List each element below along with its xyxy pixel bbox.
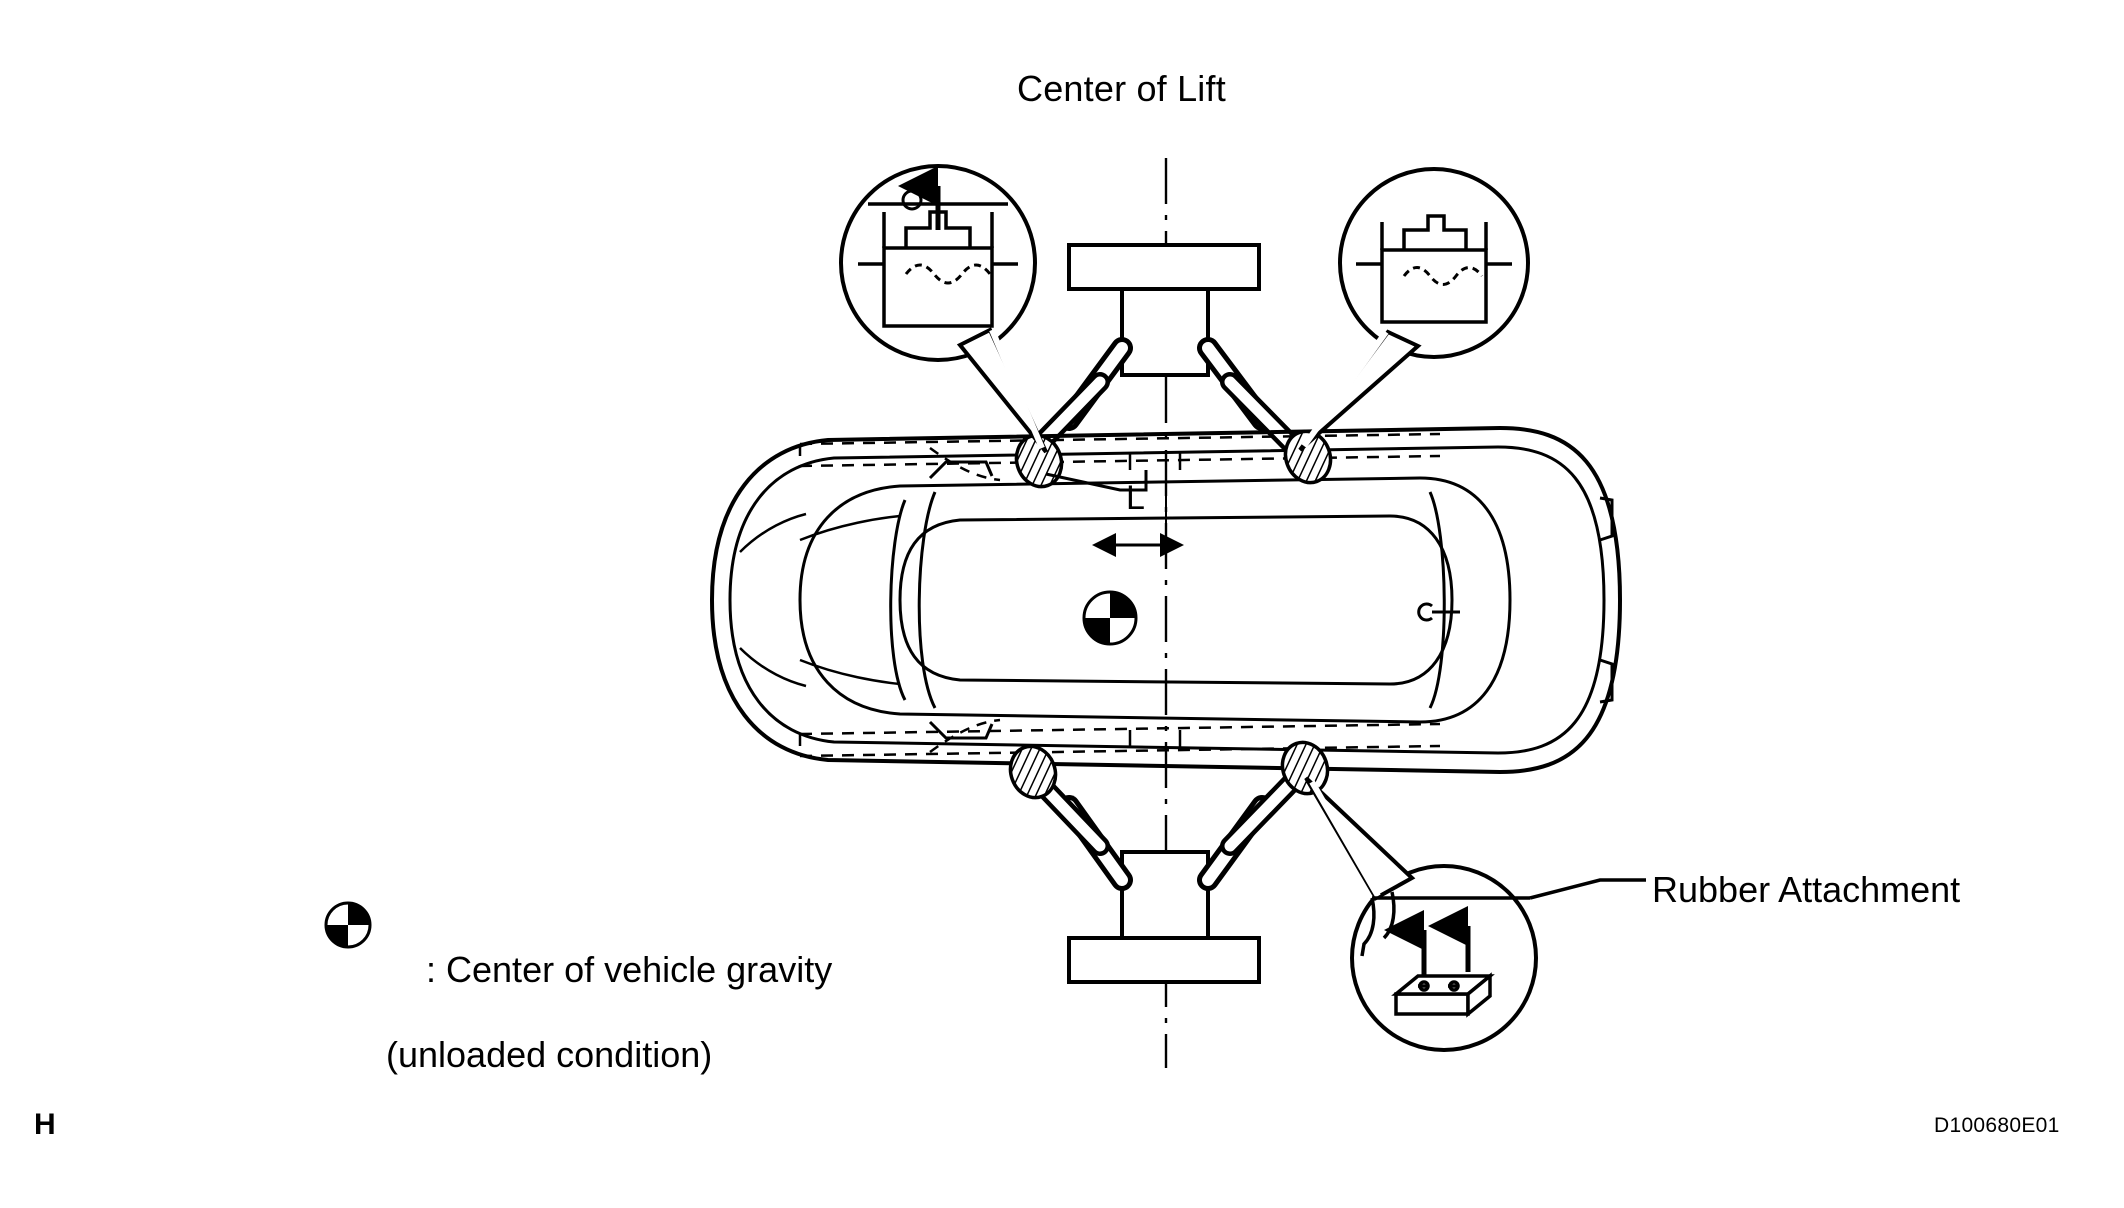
rubber-attachment-leader-line bbox=[1530, 880, 1646, 898]
dimension-label-L: L bbox=[1126, 479, 1145, 517]
lift-pad-detail-icon bbox=[1300, 169, 1528, 450]
rubber-attachment-detail-icon bbox=[1306, 778, 1536, 1050]
legend-line-2: (unloaded condition) bbox=[386, 1034, 713, 1076]
legend-gravity-symbol bbox=[326, 903, 370, 947]
lift-pad-detail-icon bbox=[841, 166, 1046, 452]
legend-line-1: : Center of vehicle gravity bbox=[426, 949, 833, 991]
figure-code: D100680E01 bbox=[1934, 1114, 2060, 1137]
center-of-gravity-symbol bbox=[1084, 592, 1136, 644]
section-letter: H bbox=[34, 1108, 56, 1141]
callout-rubber-attachment: Rubber Attachment bbox=[1652, 869, 1961, 910]
page-title: Center of Lift bbox=[1017, 68, 1226, 109]
legend bbox=[386, 907, 832, 1162]
